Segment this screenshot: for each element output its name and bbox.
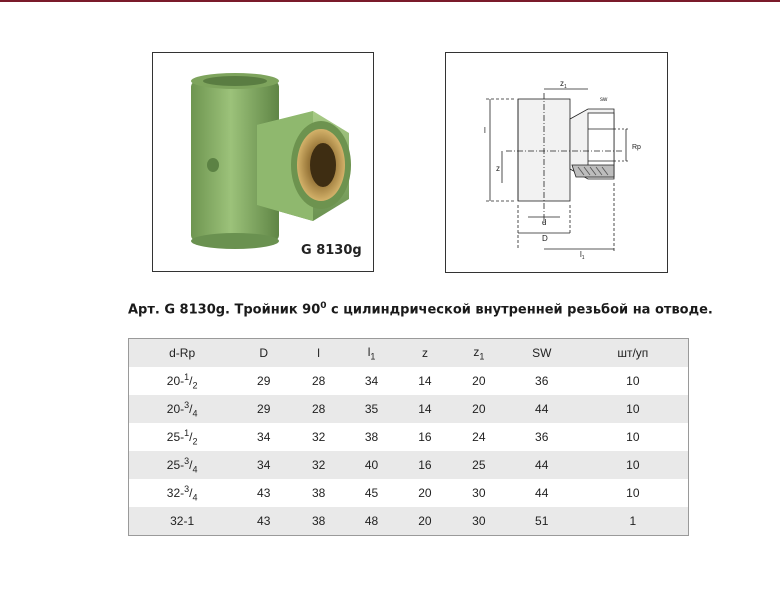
table-cell: 10 [626, 430, 640, 444]
header-z: z [421, 346, 428, 360]
table-cell: 36 [535, 430, 549, 444]
article-title-text: Арт. G 8130g. Тройник 90 [128, 302, 321, 318]
dim-rp-label: Rp [632, 144, 641, 151]
cell-d-rp: $20-^1/_2$ [166, 371, 198, 391]
table-cell: 30 [472, 514, 486, 528]
table-header-row [129, 339, 689, 368]
header-l1: $l_1$ [367, 344, 376, 362]
dim-z1-label: $z_1$ [560, 79, 567, 90]
cell-d-rp: 32-1 [170, 514, 195, 528]
cell-d-rp: $25-^3/_4$ [166, 455, 198, 475]
table-cell: 34 [257, 430, 271, 444]
table-row [129, 479, 689, 507]
table-cell: 44 [535, 402, 549, 416]
table-cell: 32 [311, 458, 326, 472]
table-cell: 20 [472, 374, 486, 388]
table-row [129, 367, 689, 395]
cell-d-rp: $25-^1/_2$ [166, 427, 198, 447]
cell-d-rp: $32-^3/_4$ [166, 483, 198, 503]
top-accent-line [0, 0, 780, 2]
table-cell: 16 [418, 458, 432, 472]
header-z1: $z_1$ [473, 344, 485, 362]
dim-l1-label: $l_1$ [580, 250, 585, 261]
table-cell: 38 [364, 430, 379, 444]
table-cell: 20 [418, 514, 432, 528]
header-D: D [259, 346, 269, 360]
article-title [128, 301, 728, 317]
table-cell: 43 [257, 486, 271, 500]
header-l: l [317, 346, 320, 360]
dim-sw-label: sw [600, 97, 608, 103]
table-cell: 43 [257, 514, 271, 528]
table-cell: 10 [626, 458, 640, 472]
table-row [129, 507, 689, 536]
tee-fitting-image [153, 53, 373, 271]
table-cell: 40 [364, 458, 379, 472]
table-row [129, 395, 689, 423]
degree-superscript: 0 [320, 301, 327, 311]
table-cell: 36 [535, 374, 549, 388]
table-cell: 10 [626, 402, 640, 416]
spec-table [128, 338, 689, 536]
table-cell: 14 [418, 402, 432, 416]
header-sw: SW [532, 346, 552, 360]
table-cell: 44 [535, 458, 549, 472]
table-cell: 44 [535, 486, 549, 500]
table-cell: 38 [311, 514, 326, 528]
table-cell: 32 [311, 430, 326, 444]
table-cell: 28 [311, 374, 326, 388]
table-row [129, 423, 689, 451]
header-qty: шт/уп [617, 346, 649, 360]
table-cell: 24 [472, 430, 486, 444]
table-cell: 29 [257, 374, 271, 388]
product-photo-frame [152, 52, 374, 272]
table-cell: 34 [364, 374, 379, 388]
table-cell: 1 [629, 514, 637, 528]
photo-caption: G 8130g [301, 243, 362, 258]
table-cell: 30 [472, 486, 486, 500]
dim-D-label: D [542, 234, 548, 243]
dim-d-label: d [542, 218, 547, 227]
table-row [129, 451, 689, 479]
table-cell: 45 [364, 486, 379, 500]
table-cell: 35 [364, 402, 379, 416]
header-d-rp: d-Rp [169, 346, 196, 360]
table-cell: 48 [364, 514, 379, 528]
table-cell: 51 [535, 514, 549, 528]
table-cell: 28 [311, 402, 326, 416]
article-title-rest: с цилиндрической внутренней резьбой на отводе. [326, 302, 713, 318]
table-cell: 29 [257, 402, 271, 416]
table-cell: 25 [472, 458, 486, 472]
dim-l-label: l [484, 126, 486, 135]
dim-z-label: z [496, 164, 500, 173]
table-cell: 10 [626, 374, 640, 388]
table-cell: 10 [626, 486, 640, 500]
technical-drawing [446, 53, 667, 272]
table-cell: 16 [418, 430, 432, 444]
table-cell: 20 [418, 486, 432, 500]
cell-d-rp: $20-^3/_4$ [166, 399, 198, 419]
table-cell: 34 [257, 458, 271, 472]
technical-drawing-frame [445, 52, 668, 273]
table-cell: 38 [311, 486, 326, 500]
table-cell: 20 [472, 402, 486, 416]
table-cell: 14 [418, 374, 432, 388]
